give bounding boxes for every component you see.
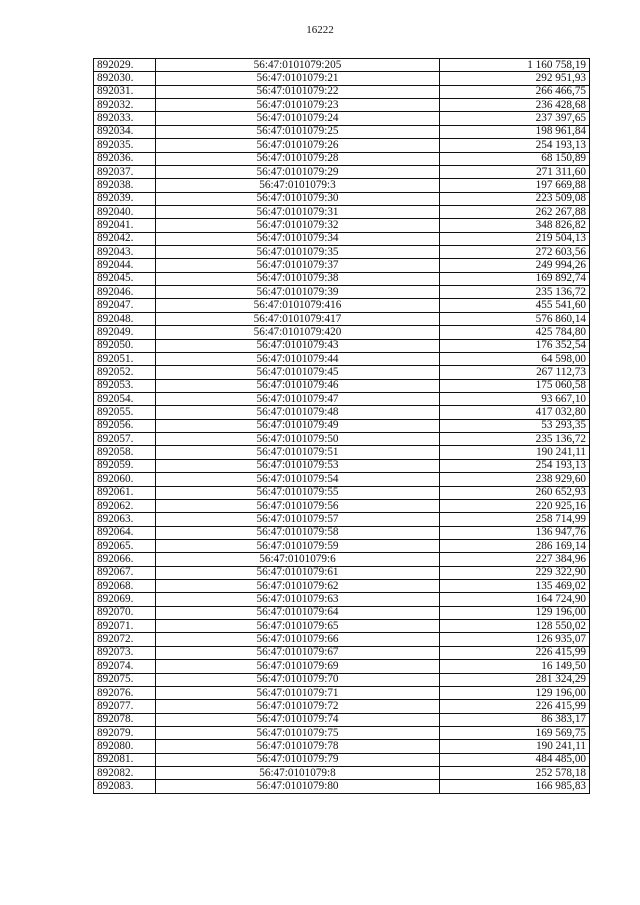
table-row: [94, 99, 590, 112]
cadastral-value: 235 136,72: [440, 433, 590, 446]
cadastral-value: 129 196,00: [440, 606, 590, 619]
cadastral-value: 238 929,60: [440, 473, 590, 486]
row-number: 892044.: [94, 259, 156, 272]
row-number: 892031.: [94, 85, 156, 98]
cadastral-value: 93 667,10: [440, 392, 590, 405]
cadastral-value: 484 485,00: [440, 753, 590, 766]
row-number: 892030.: [94, 72, 156, 85]
table-row: [94, 620, 590, 633]
cadastral-number: 56:47:0101079:6: [156, 553, 440, 566]
table-row: [94, 205, 590, 218]
table-row: [94, 312, 590, 325]
table-row: [94, 139, 590, 152]
cadastral-value: 1 160 758,19: [440, 59, 590, 72]
row-number: 892061.: [94, 486, 156, 499]
table-row: [94, 179, 590, 192]
table-row: [94, 379, 590, 392]
table-row: [94, 526, 590, 539]
cadastral-number: 56:47:0101079:37: [156, 259, 440, 272]
cadastral-number: 56:47:0101079:22: [156, 85, 440, 98]
cadastral-value: 235 136,72: [440, 286, 590, 299]
table-row: [94, 726, 590, 739]
row-number: 892054.: [94, 392, 156, 405]
row-number: 892043.: [94, 246, 156, 259]
cadastral-number: 56:47:0101079:21: [156, 72, 440, 85]
table-row: [94, 646, 590, 659]
cadastral-number: 56:47:0101079:55: [156, 486, 440, 499]
cadastral-number: 56:47:0101079:38: [156, 272, 440, 285]
cadastral-number: 56:47:0101079:62: [156, 580, 440, 593]
cadastral-value: 197 669,88: [440, 179, 590, 192]
page-number: 16222: [306, 24, 334, 36]
cadastral-value: 135 469,02: [440, 580, 590, 593]
cadastral-number: 56:47:0101079:51: [156, 446, 440, 459]
row-number: 892072.: [94, 633, 156, 646]
cadastral-number: 56:47:0101079:58: [156, 526, 440, 539]
row-number: 892038.: [94, 179, 156, 192]
cadastral-value: 262 267,88: [440, 205, 590, 218]
cadastral-value: 455 541,60: [440, 299, 590, 312]
row-number: 892068.: [94, 580, 156, 593]
cadastral-number: 56:47:0101079:417: [156, 312, 440, 325]
table-row: [94, 419, 590, 432]
cadastral-value: 249 994,26: [440, 259, 590, 272]
cadastral-number: 56:47:0101079:44: [156, 352, 440, 365]
row-number: 892033.: [94, 112, 156, 125]
cadastral-number: 56:47:0101079:71: [156, 686, 440, 699]
table-row: [94, 673, 590, 686]
table-row: [94, 125, 590, 138]
table-row: [94, 499, 590, 512]
cadastral-number: 56:47:0101079:416: [156, 299, 440, 312]
cadastral-value: 227 384,96: [440, 553, 590, 566]
cadastral-value: 169 892,74: [440, 272, 590, 285]
cadastral-number: 56:47:0101079:69: [156, 660, 440, 673]
row-number: 892071.: [94, 620, 156, 633]
cadastral-value: 417 032,80: [440, 406, 590, 419]
table-row: [94, 553, 590, 566]
row-number: 892066.: [94, 553, 156, 566]
cadastral-value: 128 550,02: [440, 620, 590, 633]
cadastral-value: 53 293,35: [440, 419, 590, 432]
cadastral-value: 237 397,65: [440, 112, 590, 125]
row-number: 892034.: [94, 125, 156, 138]
table-row: [94, 740, 590, 753]
table-row: [94, 85, 590, 98]
table-row: [94, 660, 590, 673]
cadastral-number: 56:47:0101079:39: [156, 286, 440, 299]
table-row: [94, 152, 590, 165]
table-row: [94, 286, 590, 299]
cadastral-number: 56:47:0101079:25: [156, 125, 440, 138]
cadastral-number: 56:47:0101079:50: [156, 433, 440, 446]
table-row: [94, 459, 590, 472]
cadastral-number: 56:47:0101079:72: [156, 700, 440, 713]
cadastral-number: 56:47:0101079:26: [156, 139, 440, 152]
table-row: [94, 713, 590, 726]
table-row: [94, 299, 590, 312]
cadastral-value: 254 193,13: [440, 139, 590, 152]
row-number: 892077.: [94, 700, 156, 713]
cadastral-number: 56:47:0101079:64: [156, 606, 440, 619]
cadastral-number: 56:47:0101079:67: [156, 646, 440, 659]
table-row: [94, 780, 590, 793]
cadastral-number: 56:47:0101079:31: [156, 205, 440, 218]
cadastral-number: 56:47:0101079:79: [156, 753, 440, 766]
cadastral-number: 56:47:0101079:57: [156, 513, 440, 526]
row-number: 892062.: [94, 499, 156, 512]
row-number: 892040.: [94, 205, 156, 218]
cadastral-value: 220 925,16: [440, 499, 590, 512]
row-number: 892059.: [94, 459, 156, 472]
row-number: 892069.: [94, 593, 156, 606]
row-number: 892078.: [94, 713, 156, 726]
cadastral-value: 16 149,50: [440, 660, 590, 673]
table-row: [94, 272, 590, 285]
table-row: [94, 700, 590, 713]
cadastral-value: 68 150,89: [440, 152, 590, 165]
table-row: [94, 339, 590, 352]
cadastral-number: 56:47:0101079:205: [156, 59, 440, 72]
cadastral-value: 129 196,00: [440, 686, 590, 699]
cadastral-number: 56:47:0101079:29: [156, 165, 440, 178]
row-number: 892048.: [94, 312, 156, 325]
cadastral-value: 229 322,90: [440, 566, 590, 579]
row-number: 892045.: [94, 272, 156, 285]
cadastral-number: 56:47:0101079:56: [156, 499, 440, 512]
cadastral-number: 56:47:0101079:49: [156, 419, 440, 432]
row-number: 892037.: [94, 165, 156, 178]
table-row: [94, 72, 590, 85]
row-number: 892080.: [94, 740, 156, 753]
cadastral-value: 175 060,58: [440, 379, 590, 392]
cadastral-value: 272 603,56: [440, 246, 590, 259]
cadastral-number: 56:47:0101079:75: [156, 726, 440, 739]
table-row: [94, 112, 590, 125]
cadastral-number: 56:47:0101079:61: [156, 566, 440, 579]
cadastral-value: 258 714,99: [440, 513, 590, 526]
row-number: 892076.: [94, 686, 156, 699]
row-number: 892081.: [94, 753, 156, 766]
row-number: 892049.: [94, 326, 156, 339]
cadastral-value: 286 169,14: [440, 539, 590, 552]
table-row: [94, 593, 590, 606]
row-number: 892029.: [94, 59, 156, 72]
cadastral-number: 56:47:0101079:54: [156, 473, 440, 486]
row-number: 892067.: [94, 566, 156, 579]
table-row: [94, 446, 590, 459]
cadastral-value: 190 241,11: [440, 740, 590, 753]
table-row: [94, 486, 590, 499]
cadastral-value: 226 415,99: [440, 646, 590, 659]
cadastral-number: 56:47:0101079:74: [156, 713, 440, 726]
row-number: 892075.: [94, 673, 156, 686]
cadastral-value: 64 598,00: [440, 352, 590, 365]
cadastral-value: 176 352,54: [440, 339, 590, 352]
row-number: 892047.: [94, 299, 156, 312]
row-number: 892070.: [94, 606, 156, 619]
cadastral-value: 164 724,90: [440, 593, 590, 606]
cadastral-number: 56:47:0101079:24: [156, 112, 440, 125]
cadastral-number: 56:47:0101079:30: [156, 192, 440, 205]
table-row: [94, 513, 590, 526]
row-number: 892057.: [94, 433, 156, 446]
table-row: [94, 473, 590, 486]
table-row: [94, 59, 590, 72]
row-number: 892055.: [94, 406, 156, 419]
cadastral-value: 281 324,29: [440, 673, 590, 686]
cadastral-value: 169 569,75: [440, 726, 590, 739]
cadastral-number: 56:47:0101079:59: [156, 539, 440, 552]
table-row: [94, 580, 590, 593]
row-number: 892079.: [94, 726, 156, 739]
table-row: [94, 165, 590, 178]
cadastral-number: 56:47:0101079:23: [156, 99, 440, 112]
table-row: [94, 192, 590, 205]
row-number: 892082.: [94, 767, 156, 780]
cadastral-number: 56:47:0101079:63: [156, 593, 440, 606]
cadastral-value: 254 193,13: [440, 459, 590, 472]
table-row: [94, 326, 590, 339]
table-row: [94, 392, 590, 405]
row-number: 892056.: [94, 419, 156, 432]
cadastral-value: 292 951,93: [440, 72, 590, 85]
row-number: 892042.: [94, 232, 156, 245]
cadastral-value: 166 985,83: [440, 780, 590, 793]
row-number: 892053.: [94, 379, 156, 392]
cadastral-value: 348 826,82: [440, 219, 590, 232]
row-number: 892032.: [94, 99, 156, 112]
cadastral-value-table: [93, 58, 590, 794]
row-number: 892052.: [94, 366, 156, 379]
row-number: 892063.: [94, 513, 156, 526]
cadastral-number: 56:47:0101079:3: [156, 179, 440, 192]
table-body: [94, 59, 590, 794]
table-row: [94, 366, 590, 379]
row-number: 892039.: [94, 192, 156, 205]
table-row: [94, 633, 590, 646]
table-row: [94, 539, 590, 552]
row-number: 892060.: [94, 473, 156, 486]
row-number: 892036.: [94, 152, 156, 165]
cadastral-value: 223 509,08: [440, 192, 590, 205]
cadastral-value: 267 112,73: [440, 366, 590, 379]
cadastral-value: 576 860,14: [440, 312, 590, 325]
cadastral-number: 56:47:0101079:34: [156, 232, 440, 245]
cadastral-number: 56:47:0101079:32: [156, 219, 440, 232]
cadastral-number: 56:47:0101079:420: [156, 326, 440, 339]
table-row: [94, 232, 590, 245]
cadastral-number: 56:47:0101079:47: [156, 392, 440, 405]
row-number: 892073.: [94, 646, 156, 659]
row-number: 892065.: [94, 539, 156, 552]
cadastral-value: 252 578,18: [440, 767, 590, 780]
cadastral-value: 219 504,13: [440, 232, 590, 245]
cadastral-number: 56:47:0101079:65: [156, 620, 440, 633]
row-number: 892058.: [94, 446, 156, 459]
table-row: [94, 219, 590, 232]
cadastral-value: 236 428,68: [440, 99, 590, 112]
row-number: 892035.: [94, 139, 156, 152]
table-row: [94, 433, 590, 446]
cadastral-value: 226 415,99: [440, 700, 590, 713]
table-row: [94, 352, 590, 365]
table-row: [94, 406, 590, 419]
cadastral-number: 56:47:0101079:66: [156, 633, 440, 646]
row-number: 892074.: [94, 660, 156, 673]
table-row: [94, 767, 590, 780]
cadastral-number: 56:47:0101079:8: [156, 767, 440, 780]
cadastral-number: 56:47:0101079:70: [156, 673, 440, 686]
table-row: [94, 259, 590, 272]
cadastral-number: 56:47:0101079:28: [156, 152, 440, 165]
cadastral-value: 126 935,07: [440, 633, 590, 646]
cadastral-number: 56:47:0101079:53: [156, 459, 440, 472]
cadastral-value: 266 466,75: [440, 85, 590, 98]
cadastral-number: 56:47:0101079:45: [156, 366, 440, 379]
table-row: [94, 246, 590, 259]
cadastral-number: 56:47:0101079:78: [156, 740, 440, 753]
row-number: 892064.: [94, 526, 156, 539]
cadastral-value: 190 241,11: [440, 446, 590, 459]
row-number: 892046.: [94, 286, 156, 299]
table-row: [94, 606, 590, 619]
table-row: [94, 686, 590, 699]
cadastral-number: 56:47:0101079:80: [156, 780, 440, 793]
cadastral-value: 425 784,80: [440, 326, 590, 339]
cadastral-value: 260 652,93: [440, 486, 590, 499]
cadastral-value: 86 383,17: [440, 713, 590, 726]
table-row: [94, 753, 590, 766]
row-number: 892050.: [94, 339, 156, 352]
cadastral-value: 198 961,84: [440, 125, 590, 138]
cadastral-number: 56:47:0101079:43: [156, 339, 440, 352]
cadastral-value: 271 311,60: [440, 165, 590, 178]
cadastral-number: 56:47:0101079:46: [156, 379, 440, 392]
row-number: 892051.: [94, 352, 156, 365]
row-number: 892083.: [94, 780, 156, 793]
table-row: [94, 566, 590, 579]
cadastral-number: 56:47:0101079:48: [156, 406, 440, 419]
cadastral-number: 56:47:0101079:35: [156, 246, 440, 259]
cadastral-value: 136 947,76: [440, 526, 590, 539]
row-number: 892041.: [94, 219, 156, 232]
